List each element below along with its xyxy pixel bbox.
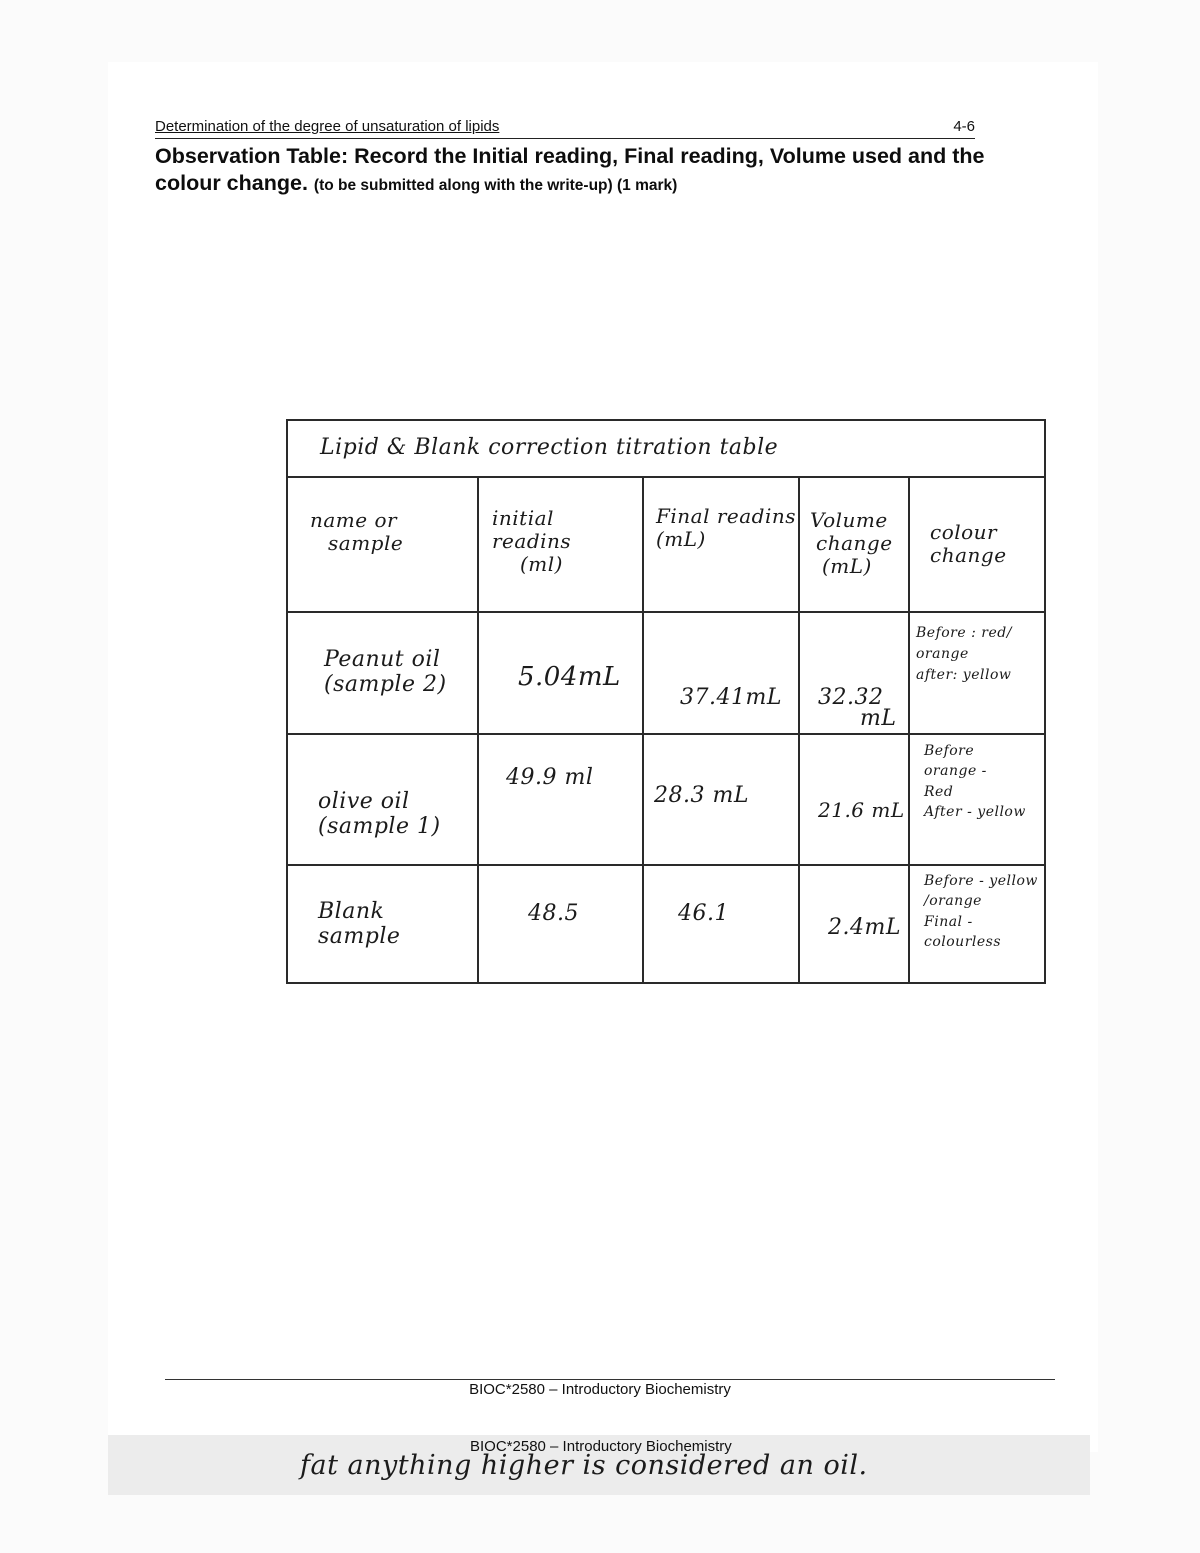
- row1-colour: [916, 623, 1012, 686]
- header-colour-line1: colour: [930, 520, 998, 544]
- header-initial-line1: initial: [492, 506, 554, 530]
- row1-colour-line3: after: yellow: [916, 667, 1012, 683]
- header-name-line1: name or: [310, 508, 398, 532]
- header-colour: [930, 521, 1007, 567]
- header-name-line2: sample: [328, 531, 404, 555]
- table-caption: Lipid & Blank correction titration table: [320, 435, 779, 460]
- row2-colour-line1: Before: [924, 743, 975, 759]
- row3-colour: [924, 871, 1038, 952]
- row3-colour-line1: Before - yellow: [924, 873, 1038, 889]
- row3-name-line2: sample: [318, 924, 401, 950]
- row2-colour-line4: After - yellow: [924, 803, 1026, 820]
- handwritten-bottom-note: fat anything higher is considered an oil.: [300, 1450, 868, 1481]
- header-initial: [492, 507, 571, 576]
- row2-colour-line3: Red: [924, 783, 954, 800]
- observation-note: (to be submitted along with the write-up) (1 mark): [313, 177, 678, 194]
- row1-final: 37.41mL: [680, 685, 782, 710]
- header-final: [656, 505, 796, 551]
- table-col-rule-4: [908, 476, 910, 982]
- table-rule-header: [288, 611, 1044, 613]
- row2-colour: [924, 741, 1026, 822]
- row3-colour-line4: colourless: [924, 933, 1002, 950]
- footer-rule: [165, 1379, 1055, 1380]
- table-rule-row1: [288, 733, 1044, 735]
- row2-volume: [818, 799, 905, 822]
- row1-colour-line2: orange: [916, 646, 969, 662]
- row3-name-line1: Blank: [318, 899, 385, 924]
- table-rule-row2: [288, 864, 1044, 866]
- observation-instructions: [155, 143, 1015, 199]
- table-col-rule-2: [642, 476, 644, 982]
- row2-name: [318, 789, 441, 840]
- row1-volume: [818, 685, 896, 732]
- header-initial-line2: readins: [492, 529, 572, 553]
- row3-colour-line2: /orange: [924, 893, 982, 910]
- row2-final: 28.3 mL: [654, 783, 749, 808]
- header-volume-line2: change: [816, 531, 893, 555]
- header-initial-line3: (ml): [520, 552, 563, 576]
- header-volume: [810, 509, 893, 578]
- header-volume-line1: Volume: [810, 508, 888, 532]
- header-colour-line2: change: [930, 543, 1007, 567]
- header-name: [310, 509, 403, 555]
- observation-title: Observation Table: Record the Initial reading, Final reading, Volume used and the colour change.: [155, 144, 985, 195]
- row2-name-line1: olive oil: [318, 789, 410, 814]
- header-title: Determination of the degree of unsaturation of lipids: [155, 118, 500, 135]
- header-final-line1: Final readins: [656, 504, 796, 528]
- row3-final: 46.1: [678, 901, 729, 926]
- table-col-rule-3: [798, 476, 800, 982]
- row2-initial: 49.9 ml: [506, 765, 594, 790]
- header-volume-line3: (mL): [822, 554, 872, 578]
- header-page-number: 4-6: [953, 118, 975, 135]
- row2-colour-line2: orange -: [924, 763, 987, 780]
- table-rule-caption: [288, 476, 1044, 478]
- row3-colour-line3: Final -: [924, 913, 973, 930]
- row3-volume-line1: 2.4mL: [828, 915, 901, 940]
- row3-name: [318, 899, 400, 950]
- footer-course-repeat: BIOC*2580 – Introductory Biochemistry: [470, 1438, 732, 1455]
- table-col-rule-1: [477, 476, 479, 982]
- row1-volume-line1: 32.32: [818, 685, 884, 710]
- page-header: [155, 116, 975, 139]
- row2-volume-line1: 21.6 mL: [818, 798, 905, 822]
- titration-table: [286, 419, 1046, 984]
- row1-volume-line2: mL: [860, 706, 897, 732]
- row1-name-line1: Peanut oil: [324, 647, 441, 672]
- header-final-line2: (mL): [656, 527, 706, 551]
- row1-name-line2: (sample 2): [324, 672, 447, 698]
- footer-course: BIOC*2580 – Introductory Biochemistry: [469, 1381, 731, 1398]
- row3-volume: [828, 915, 901, 940]
- row2-name-line2: (sample 1): [318, 814, 441, 840]
- row1-initial: 5.04mL: [518, 662, 621, 692]
- row3-initial: 48.5: [528, 901, 579, 926]
- row1-name: [324, 647, 447, 698]
- row1-colour-line1: Before : red/: [916, 625, 1012, 641]
